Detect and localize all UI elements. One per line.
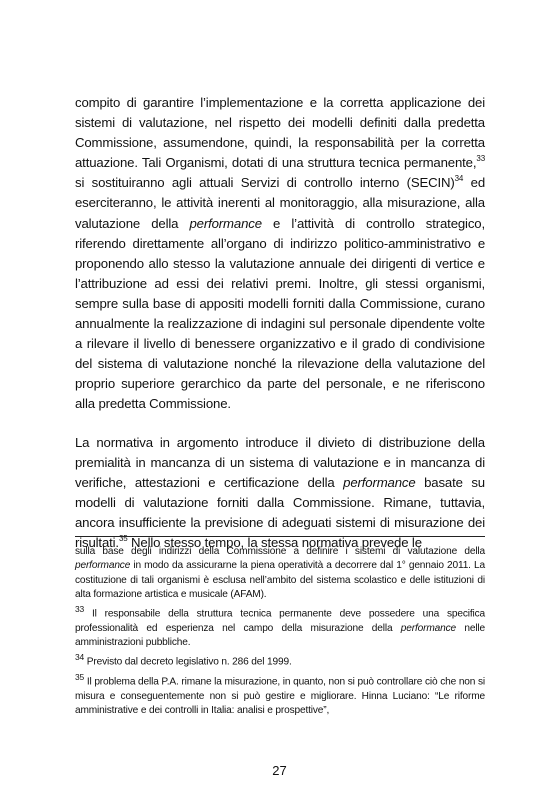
italic-term: performance — [75, 560, 131, 572]
text-run: Nello stesso tempo, la stessa normativa prevede le — [127, 534, 422, 550]
footnote-ref: 33 — [75, 604, 85, 615]
text-run: nelle amministrazioni pubbliche. — [75, 622, 485, 649]
text-run: Previsto dal decreto legislativo n. 286 del 1999. — [84, 656, 292, 668]
text-run: Il problema della P.A. rimane la misurazione, in quanto, non si può controllare ciò che non si misura e conseguentemente non si può gestire e migliorare. Hinna Luciano: “Le riforme amministrative e dei controlli in Italia: analisi e prospettive”, — [75, 676, 485, 717]
text-run: compito di garantire l’implementazione e la corretta applicazione dei sistemi di valutazione, nel rispetto dei modelli definiti dalla predetta Commissione, assumendone, quindi, la responsabilità per la corretta attuazione. Tali Organismi, dotati di una struttura tecnica permanente, — [75, 95, 485, 171]
text-run: sulla base degli indirizzi della Commissione a definire i sistemi di valutazione della — [75, 546, 485, 557]
footnote-ref: 33 — [476, 153, 485, 163]
italic-term: performance — [343, 474, 416, 490]
page-number: 27 — [272, 763, 287, 778]
text-run: basate su modelli di valutazione forniti dalla Commissione. Rimane, tuttavia, ancora insufficiente la previsione di adeguati sistemi di misurazione dei risultati. — [75, 474, 485, 550]
footnote-35 — [75, 670, 485, 718]
text-run: in modo da assicurarne la piena operatività a decorrere dal 1° gennaio 2011. La costituzione di tali organismi è esclusa nell’ambito del sistema scolastico e delle istituzioni di alta formazione artistica e musicale (AFAM). — [75, 560, 485, 600]
text-run: ed eserciteranno, le attività inerenti al monitoraggio, alla misurazione, alla valutazione della — [75, 175, 486, 231]
footnote-ref: 35 — [75, 672, 85, 683]
footnote-33 — [75, 602, 485, 650]
text-run: Il responsabile della struttura tecnica permanente deve possedere una specifica professionalità ed esperienza nel campo della misurazione della — [75, 608, 485, 634]
footnote-ref: 34 — [75, 652, 85, 663]
text-run: La normativa in argomento introduce il divieto di distribuzione della premialità in mancanza di un sistema di valutazione e in mancanza di verifiche, attestazioni e certificazione della — [75, 434, 485, 490]
footnote-34 — [75, 650, 485, 670]
italic-term: performance — [400, 622, 456, 634]
footnote-continuation — [75, 545, 485, 602]
footnotes — [75, 533, 485, 718]
paragraph-1 — [75, 93, 485, 415]
footnote-ref: 35 — [118, 533, 128, 543]
text-run: si sostituiranno agli attuali Servizi di controllo interno (SECIN) — [75, 175, 455, 191]
main-text — [75, 93, 485, 553]
paragraph-2 — [75, 433, 485, 554]
footnote-ref: 34 — [454, 173, 464, 183]
italic-term: performance — [189, 215, 262, 231]
text-run: e l’attività di controllo strategico, riferendo direttamente all’organo di indirizzo politico-amministrativo e proponendo allo stesso la valutazione annuale dei dirigenti di vertice e l’attribuzione ad essi dei relativi premi. Inoltre, gli stessi organismi, sempre sulla base di appositi modelli forniti dalla Commissione, curano annualmente la realizzazione di indagini sul personale dipendente volte a rilevare il livello di benessere organizzativo e il grado di condivisione del sistema di valutazione nonché la rilevazione della valutazione del proprio superiore gerarchico da parte del personale, e ne riferiscono alla predetta Commissione. — [75, 215, 485, 412]
